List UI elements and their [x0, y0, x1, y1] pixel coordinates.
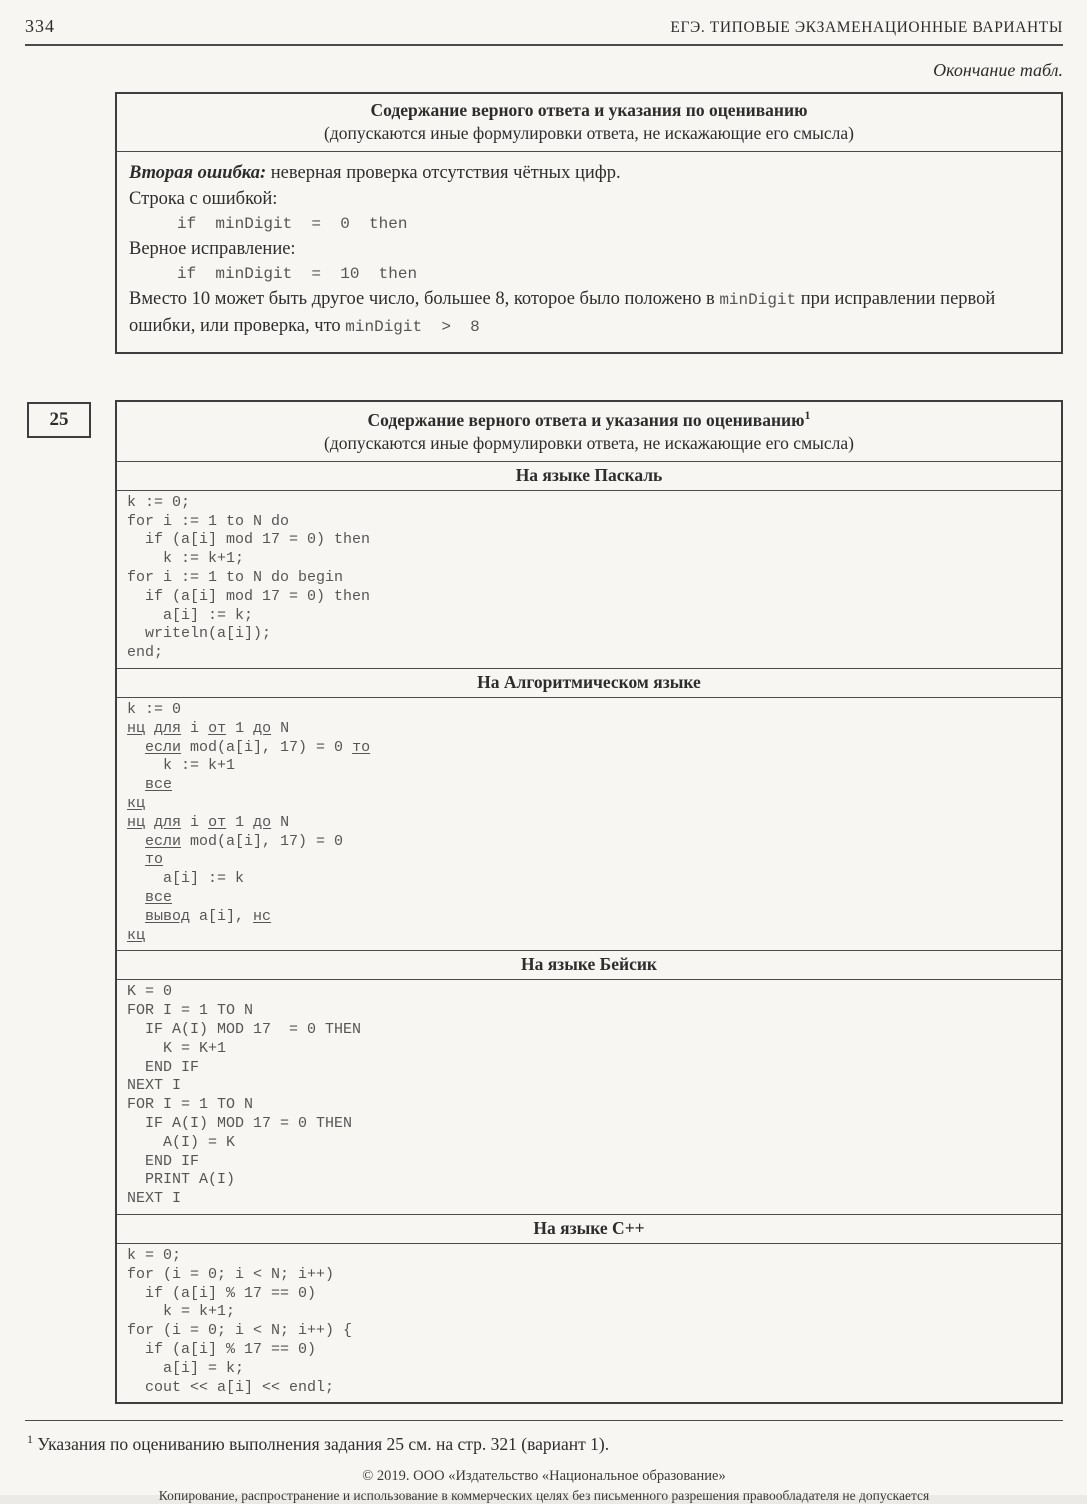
code-line: нц для i от 1 до N: [127, 813, 290, 831]
section-title-algorithmic: На Алгоритмическом языке: [117, 668, 1061, 698]
copyright-line: © 2019. ООО «Издательство «Национальное образование»: [362, 1468, 726, 1485]
ending-table-header-line2: (допускаются иные формулировки ответа, не искажающие его смысла): [324, 123, 854, 143]
answer-table-header-title: Содержание верного ответа и указания по оцениванию: [367, 409, 805, 430]
task-number: 25: [49, 409, 69, 430]
page-header: [25, 16, 1063, 46]
code-line: все: [145, 776, 173, 794]
answer-table-header-line2: (допускаются иные формулировки ответа, не искажающие его смысла): [324, 432, 854, 453]
code-line: if (a[i] mod 17 = 0) then: [127, 531, 371, 549]
code-line: кц: [127, 794, 146, 812]
answer-table-header-line1: [127, 408, 1051, 431]
second-error-label: Вторая ошибка:: [129, 163, 267, 183]
footnote-marker: 1: [804, 408, 811, 422]
error-line-label: Строка с ошибкой:: [129, 189, 278, 209]
code-line: если mod(a[i], 17) = 0 то: [145, 738, 371, 756]
page-content: [49, 92, 1063, 1404]
note-text-1: Вместо 10 может быть другое число, большее 8, которое было положено в: [129, 289, 720, 309]
second-error-text: неверная проверка отсутствия чётных цифр.: [266, 163, 621, 183]
code-line: кц: [127, 926, 146, 944]
ending-table-header: [117, 94, 1061, 152]
page-footer: [25, 1468, 1063, 1504]
note-text-2: при исправлении первой ошибки, или проверка, что: [129, 289, 996, 336]
ending-table-header-line1: Содержание верного ответа и указания по оцениванию: [370, 100, 808, 120]
task-25-block: [49, 400, 1063, 1404]
legal-line: Копирование, распространение и использование в коммерческих целях без письменного разрешения правообладателя не допускается: [158, 1488, 930, 1504]
code-line: k := 0: [127, 701, 182, 718]
code-line: NEXT I: [127, 1077, 182, 1095]
code-line: FOR I = 1 TO N: [127, 1002, 254, 1020]
code-line: for i := 1 to N do: [127, 512, 290, 530]
code-line: нц для i от 1 до N: [127, 719, 290, 737]
code-line: A(I) = K: [127, 1133, 236, 1151]
code-line: FOR I = 1 TO N: [127, 1096, 254, 1114]
code-line: writeln(a[i]);: [127, 625, 272, 643]
code-block-basic: [117, 980, 1061, 1214]
code-line: for (i = 0; i < N; i++) {: [127, 1322, 353, 1340]
code-line: k = 0;: [127, 1246, 182, 1264]
note-code-1: minDigit: [719, 291, 797, 309]
code-line: NEXT I: [127, 1190, 182, 1208]
code-line: вывод a[i], нс: [145, 907, 272, 925]
code-line: if (a[i] % 17 == 0): [127, 1284, 317, 1302]
code-line: for i := 1 to N do begin: [127, 569, 344, 587]
footnote-sup: 1: [27, 1432, 33, 1447]
page-number: 334: [25, 16, 55, 36]
code-line: K = K+1: [127, 1039, 227, 1057]
footnote-text: Указания по оцениванию выполнения задания 25 см. на стр. 321 (вариант 1).: [32, 1434, 610, 1455]
code-line: то: [145, 851, 164, 869]
task-number-box: [27, 402, 91, 438]
code-line: if (a[i] % 17 == 0): [127, 1340, 317, 1358]
code-line: END IF: [127, 1152, 200, 1170]
fix-code-line: if minDigit = 10 then: [177, 265, 418, 283]
fix-label: Верное исправление:: [129, 239, 296, 259]
table-continuation-note: Окончание табл.: [933, 60, 1063, 80]
section-title-cpp: На языке C++: [117, 1214, 1061, 1244]
ending-answer-table: [115, 92, 1063, 354]
code-line: a[i] := k: [127, 870, 245, 888]
answer-table-header: [117, 402, 1061, 461]
section-title-basic: На языке Бейсик: [117, 950, 1061, 980]
code-line: END IF: [127, 1058, 200, 1076]
code-line: PRINT A(I): [127, 1171, 236, 1189]
code-line: cout << a[i] << endl;: [127, 1378, 335, 1396]
code-line: k := k+1;: [127, 550, 245, 568]
code-block-cpp: [117, 1244, 1061, 1402]
running-header-title: ЕГЭ. ТИПОВЫЕ ЭКЗАМЕНАЦИОННЫЕ ВАРИАНТЫ: [670, 19, 1063, 36]
task-25-answer-table: [115, 400, 1063, 1404]
error-code-line: if minDigit = 0 then: [177, 215, 408, 233]
note-paragraph: [129, 286, 1049, 340]
code-line: a[i] := k;: [127, 606, 254, 624]
code-line: end;: [127, 644, 164, 662]
footnote: [25, 1420, 1063, 1455]
code-line: IF A(I) MOD 17 = 0 THEN: [127, 1020, 362, 1038]
note-code-2: minDigit > 8: [345, 318, 480, 336]
code-block-pascal: [117, 491, 1061, 668]
code-line: for (i = 0; i < N; i++): [127, 1265, 335, 1283]
code-line: k := k+1: [127, 757, 236, 775]
code-line: все: [145, 888, 173, 906]
code-line: a[i] = k;: [127, 1359, 245, 1377]
section-title-pascal: На языке Паскаль: [117, 461, 1061, 491]
code-line: if (a[i] mod 17 = 0) then: [127, 587, 371, 605]
ending-table-body: [117, 152, 1061, 352]
code-block-algorithmic: [117, 698, 1061, 950]
code-line: K = 0: [127, 983, 173, 1001]
code-line: k = k+1;: [127, 1303, 236, 1321]
code-line: IF A(I) MOD 17 = 0 THEN: [127, 1114, 353, 1132]
code-line: k := 0;: [127, 493, 191, 511]
second-error-paragraph: [129, 160, 1049, 186]
code-line: если mod(a[i], 17) = 0: [145, 832, 344, 850]
